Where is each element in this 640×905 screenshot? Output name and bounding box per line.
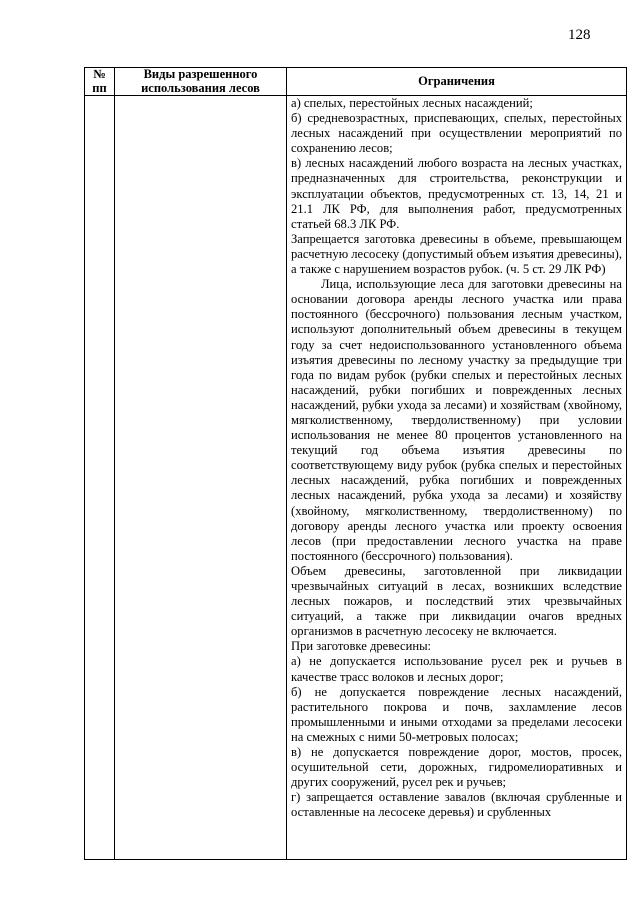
table-row	[85, 96, 627, 860]
restriction-paragraph: г) запрещается оставление завалов (включая срубленные и оставленные на лесосеке деревья) и срубленных	[291, 790, 622, 820]
restriction-paragraph: а) спелых, перестойных лесных насаждений;	[291, 96, 533, 110]
restriction-paragraph: Лица, использующие леса для заготовки древесины на основании договора аренды лесного участка или права постоянного (бессрочного) пользования лесным участком, используют дополнительный объем древесины в текущем году за счет недоиспользованного установленного объема изъятия древесины по лесному участку за предыдущие три года по видам рубок (рубки спелых и перестойных лесных насаждений, рубки погибших и поврежденных лесных насаждений, рубки ухода за лесами) и хозяйствам (хвойному, мягколиственному, твердолиственному) при условии использования не менее 80 процентов установленного на текущий год объема изъятия древесины по соответствующему виду рубок (рубка спелых и перестойных лесных насаждений, рубка погибших и поврежденных лесных насаждений, рубка ухода за лесами) и хозяйству (хвойному, мягколиственному, твердолиственному) по договору аренды лесного участка или проекту освоения лесов (при предоставлении лесного участка на праве постоянного (бессрочного) пользования).	[291, 277, 622, 563]
header-restrictions-label: Ограничения	[418, 73, 495, 88]
header-number-label: № пп	[92, 67, 107, 95]
restriction-paragraph: б) не допускается повреждение лесных насаждений, растительного покрова и почв, захламление лесов промышленными и иными отходами за пределами лесосеки на смежных с ними 50-метровых полосах;	[291, 684, 622, 744]
restrictions-table	[84, 67, 627, 860]
table-header-row	[85, 68, 627, 96]
header-use-types	[115, 68, 287, 96]
restriction-paragraph: При заготовке древесины:	[291, 639, 432, 654]
cell-number	[85, 96, 115, 860]
page-number: 128	[568, 27, 591, 43]
restriction-paragraph: Объем древесины, заготовленной при ликвидации чрезвычайных ситуаций в лесах, возникших вследствие лесных пожаров, и последствий этих чрезвычайных ситуаций, а также при ликвидации очагов вредных организмов в расчетную лесосеку не включается.	[291, 563, 622, 639]
restriction-paragraph: б) средневозрастных, приспевающих, спелых, перестойных лесных насаждений при осуществлении мероприятий по сохранению лесов;	[291, 111, 622, 156]
restriction-paragraph: Запрещается заготовка древесины в объеме, превышающем расчетную лесосеку (допустимый объем изъятия древесины), а также с нарушением возрастов рубок. (ч. 5 ст. 29 ЛК РФ)	[291, 231, 622, 277]
restriction-paragraph: в) не допускается повреждение дорог, мостов, просек, осушительной сети, дорожных, гидромелиоративных и других сооружений, русел рек и ручьев;	[291, 745, 622, 790]
header-number	[85, 68, 115, 96]
restriction-paragraph: в) лесных насаждений любого возраста на лесных участках, предназначенных для строительства, реконструкции и эксплуатации объектов, предусмотренных ст. 13, 14, 21 и 21.1 ЛК РФ, для выполнения работ, предусмотренных статьей 68.3 ЛК РФ.	[291, 156, 622, 231]
restrictions-text	[287, 96, 626, 821]
restriction-paragraph: а) не допускается использование русел рек и ручьев в качестве трасс волоков и лесных дорог;	[291, 654, 622, 684]
header-use-types-label: Виды разрешенного использования лесов	[141, 67, 260, 95]
cell-use-types	[115, 96, 287, 860]
cell-restrictions	[287, 96, 627, 860]
header-restrictions	[287, 68, 627, 96]
